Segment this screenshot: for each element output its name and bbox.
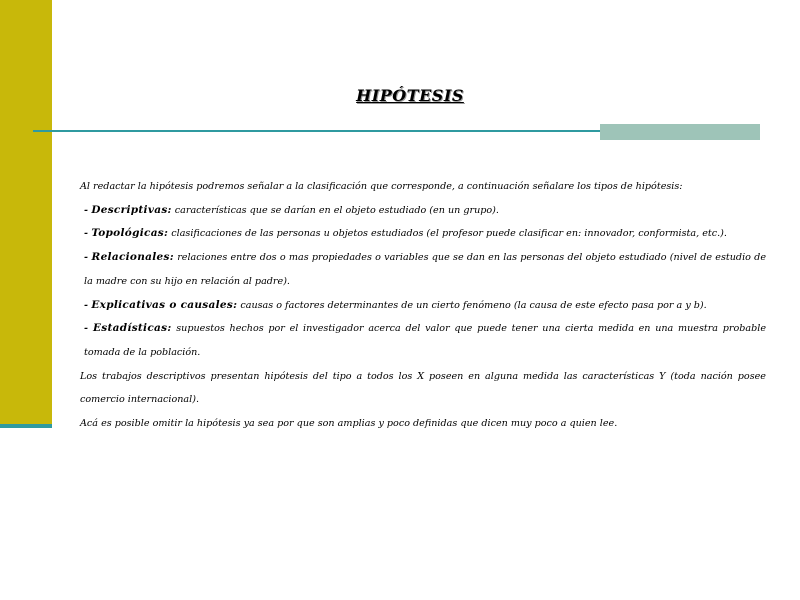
side-accent-bar [0,0,52,426]
type-item-descriptivas [80,199,766,223]
type-term: Topológicas [91,227,165,240]
type-term: Relacionales [91,251,170,264]
type-term-sep: : [167,322,172,335]
type-term-sep: : [169,251,174,264]
type-term-sep: : [233,298,238,311]
type-desc: clasificaciones de las personas u objetos estudiados (el profesor puede clasificar en: innovador, conformista, etc.). [168,228,727,240]
type-item-estadisticas [80,317,766,364]
type-term-sep: : [167,203,172,216]
type-item-explicativas [80,294,766,318]
slide-body [80,175,766,436]
type-dash: - [84,252,92,264]
slide-title: HIPÓTESIS [356,86,464,105]
title-divider-block [600,124,760,140]
type-dash: - [84,204,92,216]
descriptive-works-paragraph: Los trabajos descriptivos presentan hipótesis del tipo a todos los X poseen en alguna medida las características Y (toda nación posee comercio internacional). [80,370,766,406]
type-item-topologicas [80,222,766,246]
intro-paragraph: Al redactar la hipótesis podremos señalar a la clasificación que corresponde, a continuación señalare los tipos de hipótesis: [80,181,683,192]
side-accent-bar-edge [0,424,52,428]
type-dash: - [84,299,92,311]
type-dash: - [84,323,93,335]
type-dash: - [84,228,92,240]
type-desc: características que se darían en el objeto estudiado (en un grupo). [171,204,499,216]
type-term: Explicativas o causales [91,298,234,311]
type-desc: relaciones entre dos o mas propiedades o variables que se dan en las personas del objeto estudiado (nivel de estudio de la madre con su hijo en relación al padre). [84,252,766,287]
type-item-relacionales [80,246,766,293]
type-term: Estadísticas [93,322,168,335]
type-desc: supuestos hechos por el investigador acerca del valor que puede tener una cierta medida en una muestra probable tomada de la población. [84,323,766,358]
type-term: Descriptivas [91,203,168,216]
type-desc: causas o factores determinantes de un cierto fenómeno (la causa de este efecto pasa por a y b). [237,299,707,311]
type-term-sep: : [164,227,169,240]
omit-hypothesis-paragraph: Acá es posible omitir la hipótesis ya sea por que son amplias y poco definidas que dicen muy poco a quien lee. [80,418,618,430]
